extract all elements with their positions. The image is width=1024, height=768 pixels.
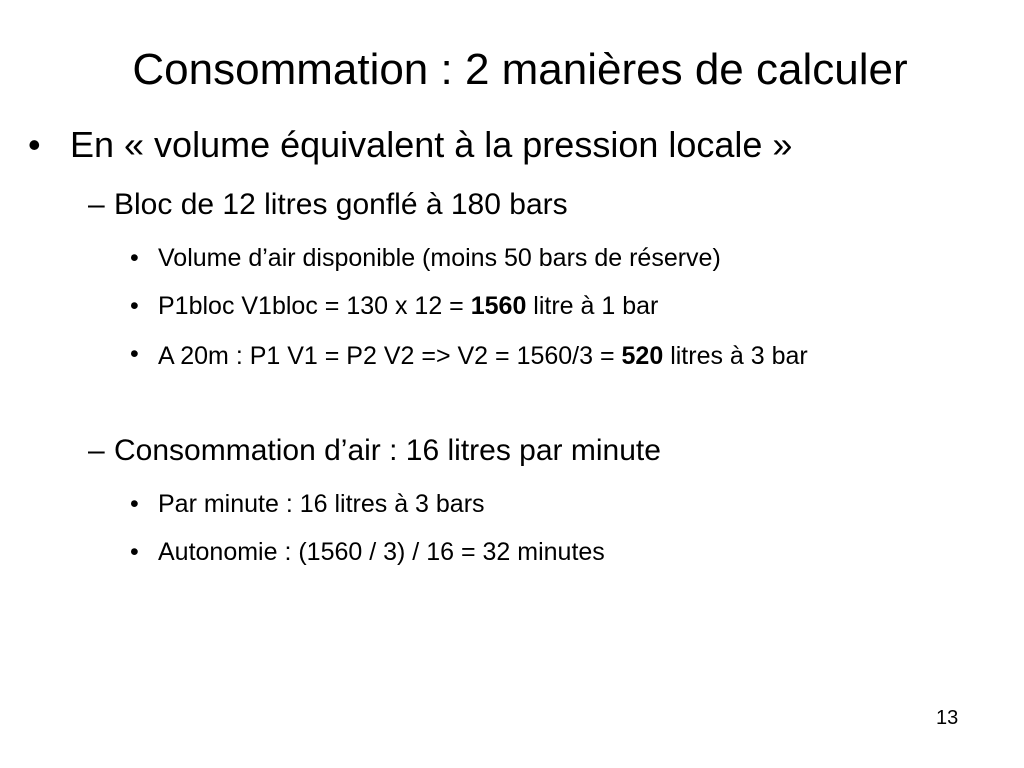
sub-bullet-bloc [88,186,568,224]
item-p1bloc [130,289,658,323]
item-autonomie [130,535,605,569]
item-bold-value: 520 [621,342,664,370]
sub-bullet-consommation-air [88,432,661,470]
bullet-marker: • [28,124,41,165]
item-text-after: litres à 3 bar [663,342,808,370]
page-number: 13 [936,707,959,729]
item-par-minute [130,487,485,521]
bullet-marker: • [130,538,139,566]
sub-bullet-text: Bloc de 12 litres gonflé à 180 bars [114,188,568,221]
bullet-volume-equivalent [28,123,792,167]
item-volume-disponible [130,241,721,275]
item-text-wrap [158,337,998,375]
item-text: Par minute : 16 litres à 3 bars [158,490,485,518]
bullet-marker: • [130,490,139,518]
bullet-marker: • [130,244,139,272]
dash-marker: – [88,434,105,467]
bullet-marker: • [130,292,139,320]
dash-marker: – [88,188,105,221]
slide-title: Consommation : 2 manières de calculer [132,45,908,94]
item-a20m [130,337,1000,375]
item-text-after: litre à 1 bar [526,292,659,320]
item-text: Autonomie : (1560 / 3) / 16 = 32 minutes [158,538,605,566]
bullet-text: En « volume équivalent à la pression locale » [70,124,793,165]
item-text: A 20m : P1 V1 = P2 V2 => V2 = 1560/3 = [158,342,622,370]
sub-bullet-text: Consommation d’air : 16 litres par minute [114,434,661,467]
item-text: Volume d’air disponible (moins 50 bars de réserve) [158,244,721,272]
item-bold-value: 1560 [470,292,527,320]
bullet-marker: • [130,340,139,368]
item-text: P1bloc V1bloc = 130 x 12 = [158,292,471,320]
